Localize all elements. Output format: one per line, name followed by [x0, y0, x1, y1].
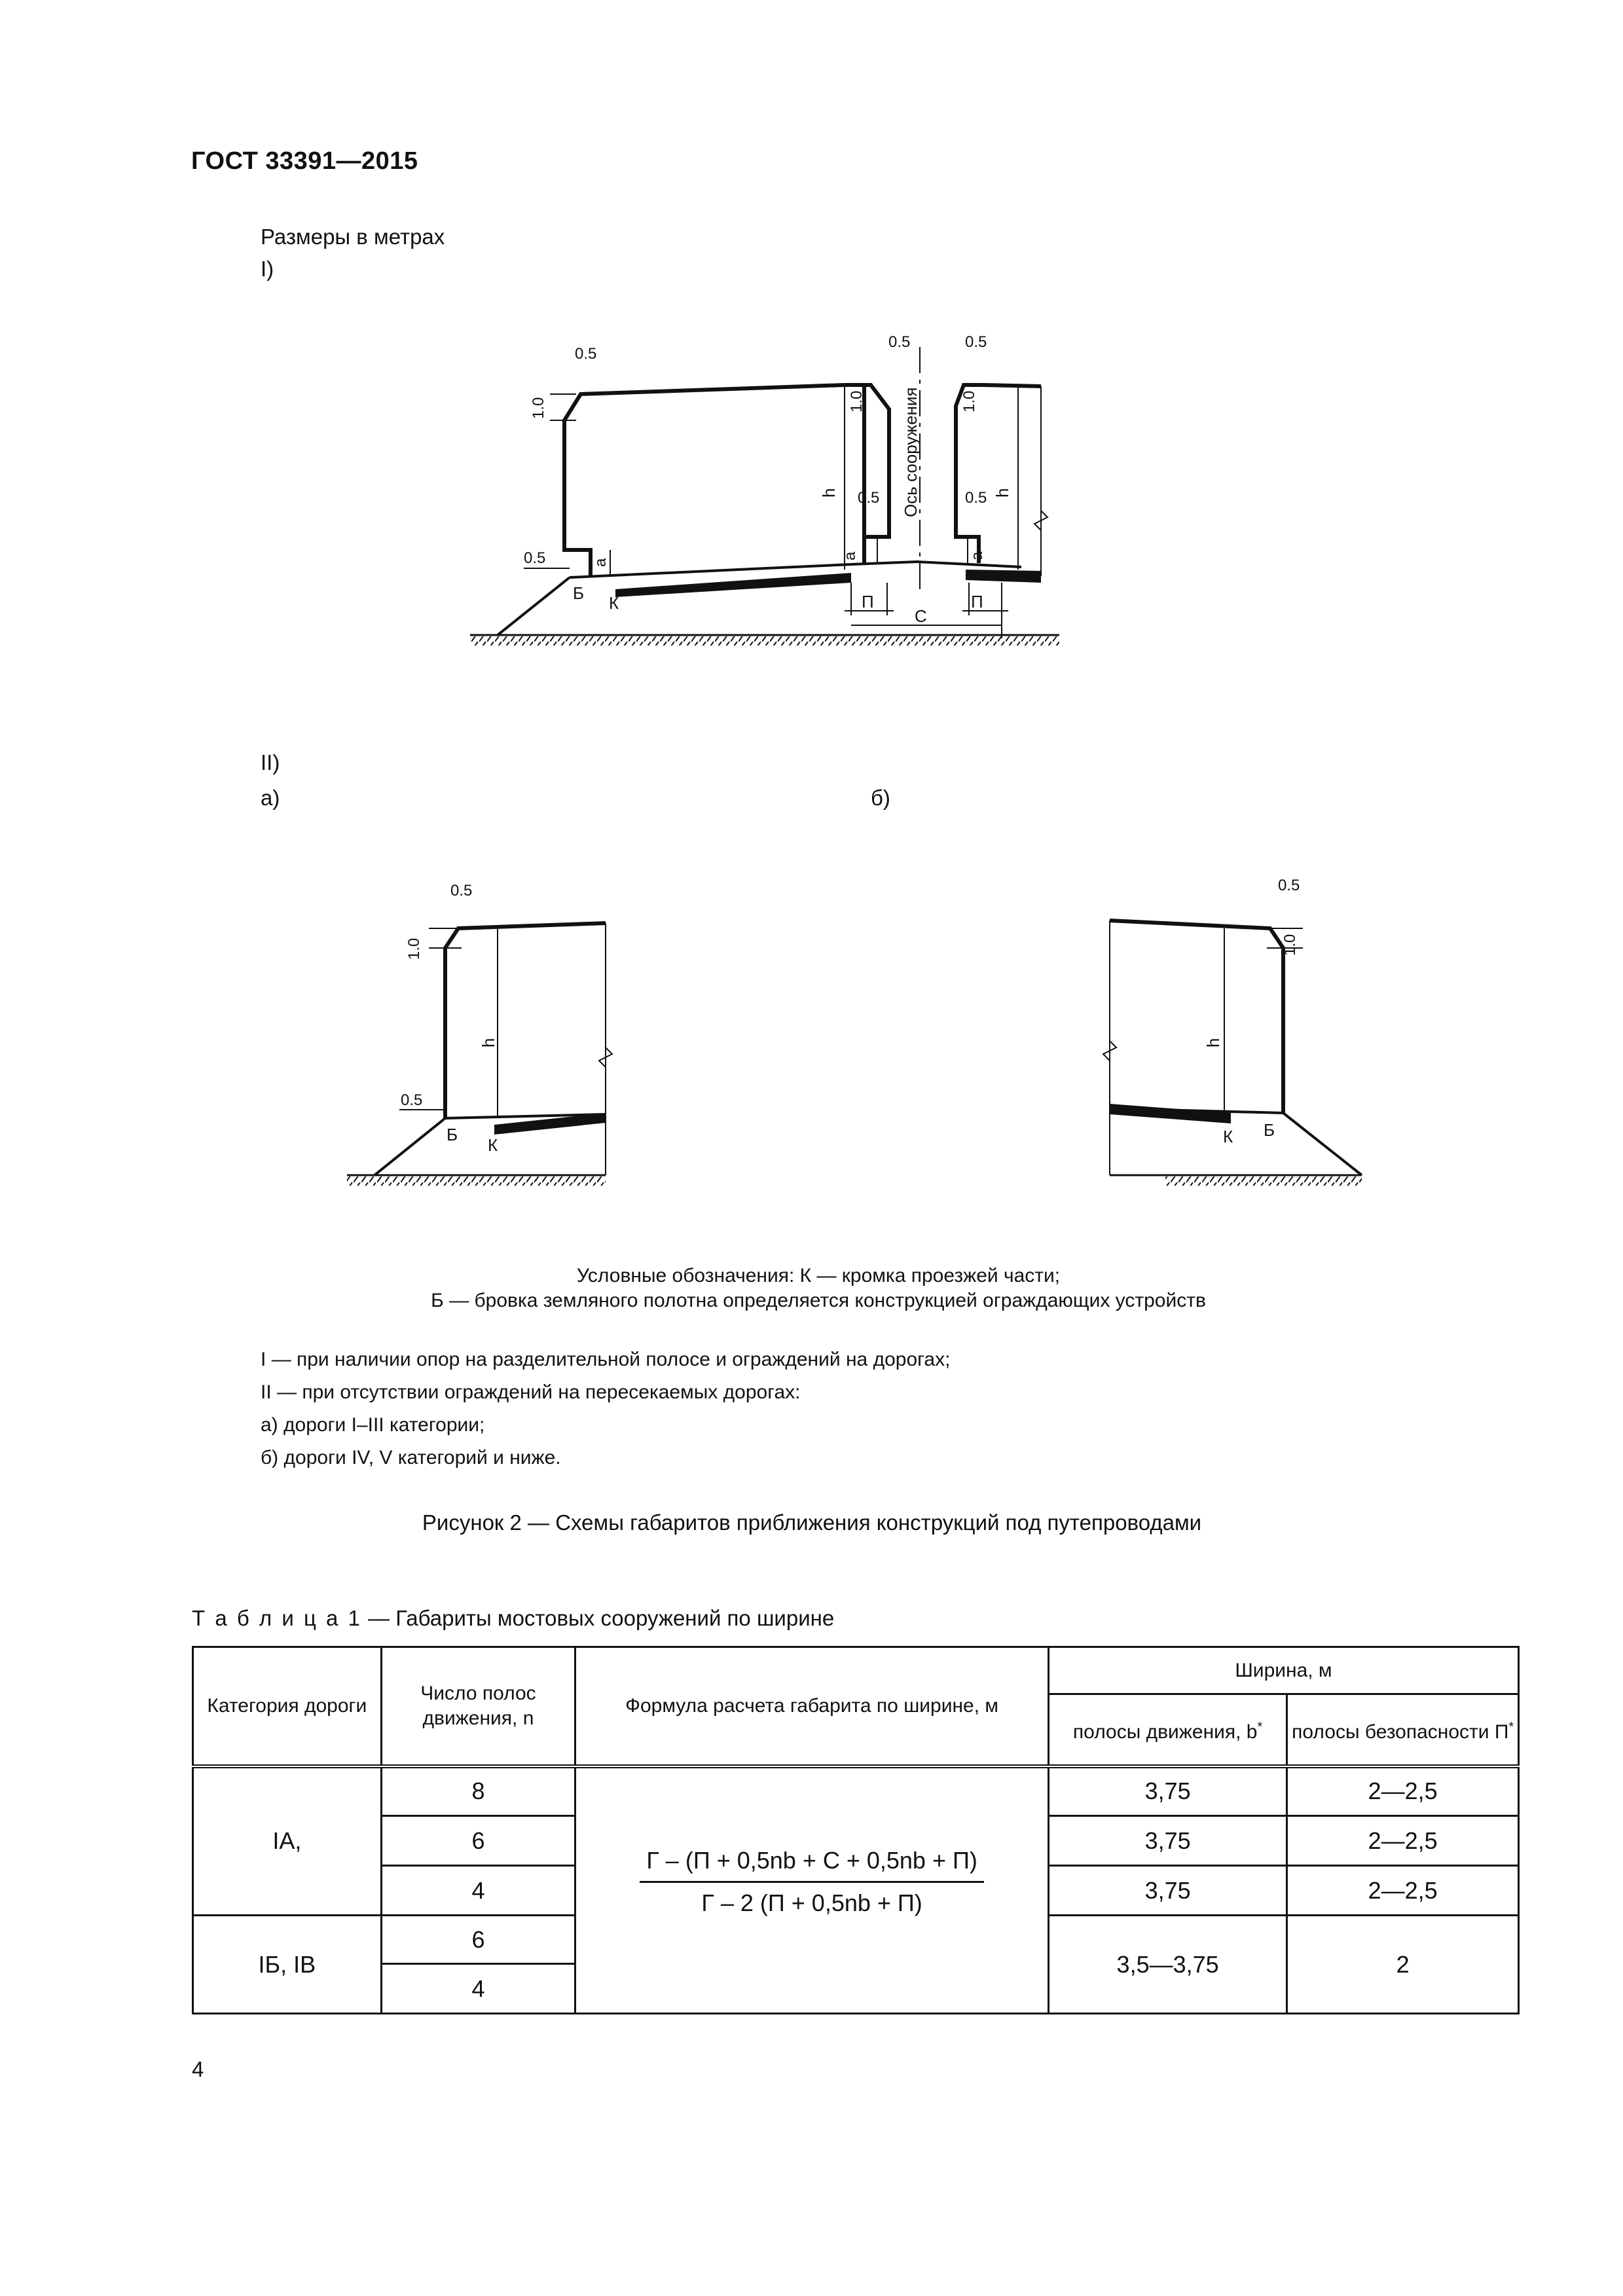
part-2-label: II) [261, 750, 280, 774]
figure-2b-drawing [1103, 877, 1362, 1186]
part-1-label: I) [261, 257, 274, 281]
label-b-1: Б [573, 583, 585, 603]
sub-a-label: а) [261, 786, 280, 810]
label-k-1: К [609, 593, 619, 613]
figure-caption: Рисунок 2 — Схемы габаритов приближения конструкций под путепроводами [422, 1510, 1202, 1535]
a-label-3: а [968, 551, 986, 560]
ground-hatching [470, 636, 1059, 646]
road-surface [570, 562, 1021, 577]
pavement-2b [1110, 1104, 1231, 1123]
lanes-cell: 4 [381, 1866, 575, 1916]
dim-0-5-e: 0.5 [858, 489, 880, 507]
header-safety-width-star: * [1508, 1719, 1514, 1734]
figure-2a-drawing [347, 882, 612, 1186]
safety-width-cell: 2—2,5 [1287, 1816, 1519, 1866]
dim-0-5-b: 0.5 [524, 549, 546, 567]
clearance-outline-2b [1110, 920, 1283, 1113]
page-number: 4 [192, 2057, 204, 2081]
lane-width-cell: 3,75 [1048, 1816, 1286, 1866]
h-label-2a: h [479, 1038, 498, 1048]
formula-cell [575, 1766, 1049, 2014]
formula-fraction [640, 1847, 984, 1917]
dim-0-5-a: 0.5 [575, 345, 597, 363]
dim-0-5-2a-bottom: 0.5 [401, 1091, 423, 1109]
label-k-2a: К [488, 1135, 498, 1155]
lane-width-cell-merged: 3,5—3,75 [1048, 1916, 1286, 2014]
category-cell-1: IА, [193, 1766, 382, 1916]
note-2: II — при отсутствии ограждений на пересекаемых дорогах: [261, 1381, 801, 1403]
table-row [193, 1766, 1519, 1816]
a-label-2: а [841, 551, 859, 560]
header-lane-width-text: полосы движения, b [1072, 1721, 1258, 1743]
pavement-left [615, 573, 851, 597]
formula-denominator: Г – 2 (П + 0,5nb + П) [701, 1889, 922, 1916]
figure-1-drawing [470, 333, 1059, 646]
h-label-1: h [819, 488, 839, 498]
dim-0-5-c: 0.5 [888, 333, 911, 351]
header-width: Ширина, м [1048, 1647, 1518, 1694]
lane-width-cell: 3,75 [1048, 1866, 1286, 1916]
dim-1-0-2b: 1.0 [1281, 934, 1299, 956]
dim-0-5-d: 0.5 [965, 333, 987, 351]
dim-1-0-2a: 1.0 [405, 938, 423, 960]
header-safety-width-text: полосы безопасности П [1292, 1721, 1509, 1743]
dim-1-0-c: 1.0 [960, 390, 978, 412]
label-b-2b: Б [1264, 1120, 1275, 1140]
dim-1-0-b: 1.0 [848, 390, 866, 412]
dim-0-5-f: 0.5 [965, 489, 987, 507]
label-k-2b: К [1223, 1127, 1233, 1146]
clearance-outline-left [564, 385, 864, 576]
ground-hatching-2b [1165, 1176, 1362, 1186]
lane-width-cell: 3,75 [1048, 1766, 1286, 1816]
embankment-slope-2b [1283, 1113, 1362, 1175]
lanes-cell: 6 [381, 1916, 575, 1964]
table-title-prefix: Т а б л и ц а 1 [192, 1606, 362, 1630]
dim-1-0-a: 1.0 [530, 397, 547, 419]
label-p-2: П [971, 592, 983, 611]
lanes-cell: 8 [381, 1766, 575, 1816]
formula-numerator: Г – (П + 0,5nb + С + 0,5nb + П) [640, 1847, 984, 1883]
embankment-slope [498, 577, 570, 635]
ground-hatching-2a [347, 1176, 606, 1186]
header-lane-width-star: * [1257, 1719, 1263, 1734]
dimensions-table [192, 1646, 1520, 2014]
dim-0-5-2a-top: 0.5 [450, 882, 473, 900]
lanes-cell: 4 [381, 1964, 575, 2014]
header-safety-width [1287, 1694, 1519, 1766]
table-title [192, 1606, 834, 1631]
label-b-2a: Б [447, 1125, 458, 1144]
legend-line-2: Б — бровка земляного полотна определяется конструкцией ограждающих устройств [431, 1290, 1206, 1311]
pavement-right [966, 570, 1041, 583]
header-lanes: Число полос движения, n [381, 1647, 575, 1766]
axis-label: Ось сооружения [901, 387, 921, 517]
embankment-slope-2a [374, 1118, 445, 1175]
label-p-1: П [862, 592, 874, 611]
category-cell-2: IБ, IВ [193, 1916, 382, 2014]
safety-width-cell: 2—2,5 [1287, 1766, 1519, 1816]
header-lane-width [1048, 1694, 1286, 1766]
label-c: С [915, 606, 927, 626]
header-category: Категория дороги [193, 1647, 382, 1766]
note-4: б) дороги IV, V категорий и ниже. [261, 1447, 561, 1468]
note-1: I — при наличии опор на разделительной полосе и ограждений на дорогах; [261, 1349, 951, 1370]
note-3: а) дороги I–III категории; [261, 1414, 485, 1436]
h-label-2: h [993, 488, 1012, 498]
a-label-1: а [592, 558, 610, 567]
safety-width-cell: 2—2,5 [1287, 1866, 1519, 1916]
h-label-2b: h [1203, 1038, 1223, 1048]
safety-width-cell-merged: 2 [1287, 1916, 1519, 2014]
lanes-cell: 6 [381, 1816, 575, 1866]
header-formula: Формула расчета габарита по ширине, м [575, 1647, 1049, 1766]
dim-0-5-2b: 0.5 [1278, 877, 1300, 894]
legend-line-1: Условные обозначения: К — кромка проезжей части; [576, 1265, 1061, 1286]
clearance-outline-2a [445, 923, 606, 1118]
document-id: ГОСТ 33391—2015 [191, 147, 418, 175]
sub-b-label: б) [871, 786, 890, 810]
table-title-rest: — Габариты мостовых сооружений по ширине [361, 1606, 835, 1630]
dimensions-note: Размеры в метрах [261, 225, 445, 249]
